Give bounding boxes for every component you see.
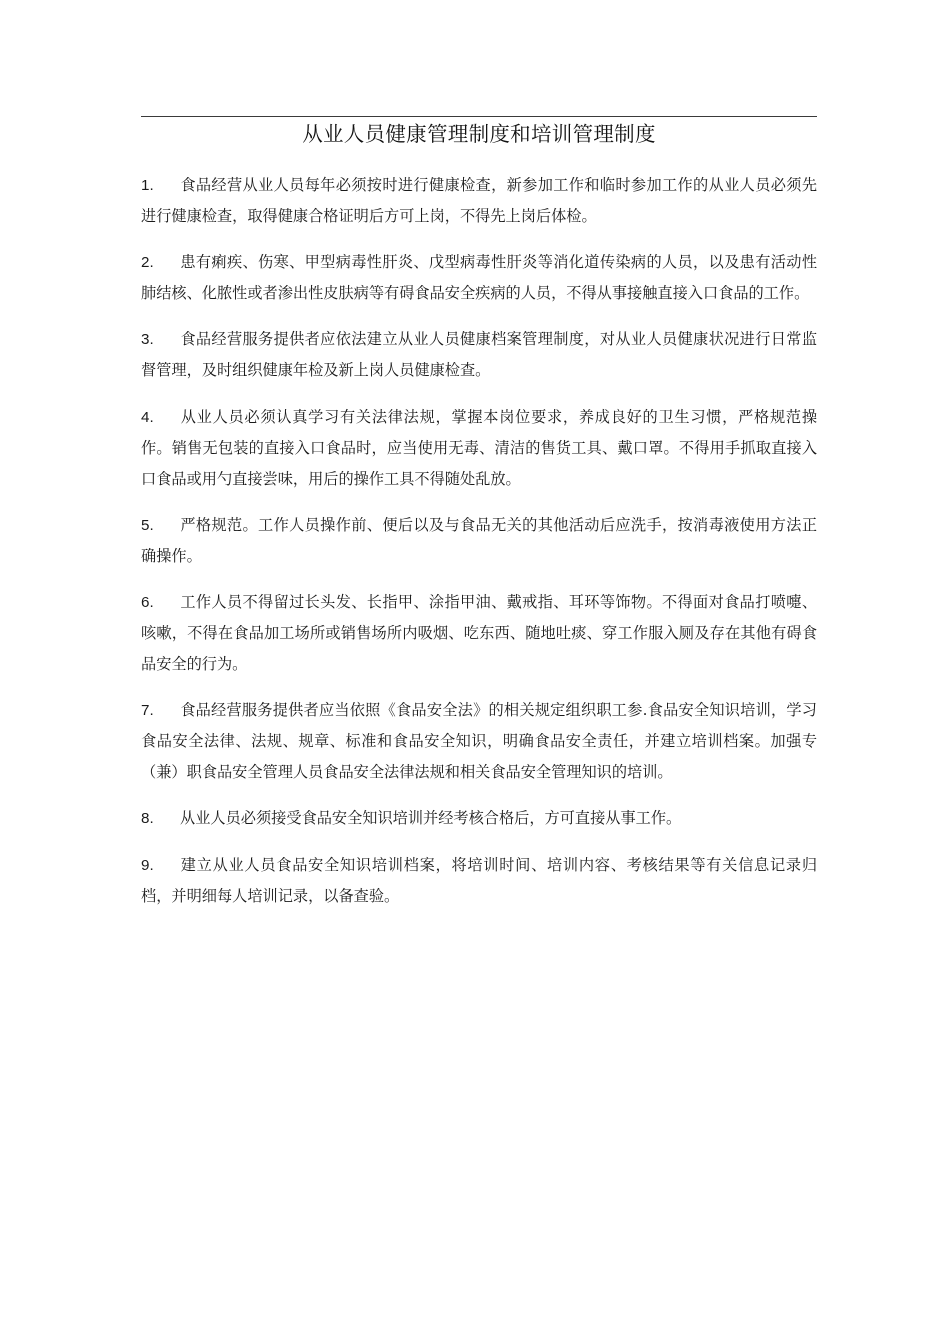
list-item — [141, 803, 817, 834]
item-number: 9. — [141, 856, 154, 874]
item-text: 建立从业人员食品安全知识培训档案，将培训时间、培训内容、考核结果等有关信息记录归档，并明细每人培训记录，以备查验。 — [141, 855, 817, 905]
item-text: 工作人员不得留过长头发、长指甲、涂指甲油、戴戒指、耳环等饰物。不得面对食品打喷嚏、咳嗽，不得在食品加工场所或销售场所内吸烟、吃东西、随地吐痰、穿工作服入厕及存在其他有碍食品安全的行为。 — [141, 592, 817, 673]
regulation-list — [141, 170, 817, 912]
item-text: 食品经营从业人员每年必须按时进行健康检查，新参加工作和临时参加工作的从业人员必须先进行健康检查，取得健康合格证明后方可上岗，不得先上岗后体检。 — [141, 176, 817, 225]
list-item — [141, 247, 817, 309]
list-item — [141, 402, 817, 495]
list-item — [141, 695, 817, 788]
document-title: 从业人员健康管理制度和培训管理制度 — [302, 122, 656, 146]
list-item — [141, 170, 817, 232]
item-text: 食品经营服务提供者应当依照《食品安全法》的相关规定组织职工参.食品安全知识培训，学习食品安全法律、法规、规章、标准和食品安全知识，明确食品安全责任，并建立培训档案。加强专（兼）职食品安全管理人员食品安全法律法规和相关食品安全管理知识的培训。 — [141, 701, 817, 782]
list-item — [141, 587, 817, 680]
item-number: 3. — [141, 331, 154, 349]
list-item — [141, 324, 817, 386]
item-number: 4. — [141, 408, 154, 426]
item-number: 5. — [141, 516, 154, 534]
item-number: 6. — [141, 593, 154, 611]
item-text: 患有痢疾、伤寒、甲型病毒性肝炎、戊型病毒性肝炎等消化道传染病的人员，以及患有活动性肺结核、化脓性或者渗出性皮肤病等有碍食品安全疾病的人员，不得从事接触直接入口食品的工作。 — [141, 253, 817, 303]
item-text: 从业人员必须认真学习有关法律法规，掌握本岗位要求，养成良好的卫生习惯，严格规范操作。销售无包装的直接入口食品时，应当使用无毒、清洁的售货工具、戴口罩。不得用手抓取直接入口食品或用勺直接尝味，用后的操作工具不得随处乱放。 — [141, 407, 817, 488]
document-page — [141, 116, 817, 926]
item-number: 8. — [141, 810, 154, 828]
list-item — [141, 510, 817, 572]
header-rule — [141, 116, 817, 117]
list-item — [141, 850, 817, 912]
item-number: 2. — [141, 254, 154, 272]
item-text: 食品经营服务提供者应依法建立从业人员健康档案管理制度，对从业人员健康状况进行日常监督管理，及时组织健康年检及新上岗人员健康检查。 — [141, 330, 817, 380]
item-text: 从业人员必须接受食品安全知识培训并经考核合格后，方可直接从事工作。 — [180, 809, 682, 828]
item-number: 1. — [141, 177, 154, 194]
item-number: 7. — [141, 702, 154, 720]
item-text: 严格规范。工作人员操作前、便后以及与食品无关的其他活动后应洗手，按消毒液使用方法正确操作。 — [141, 515, 817, 565]
